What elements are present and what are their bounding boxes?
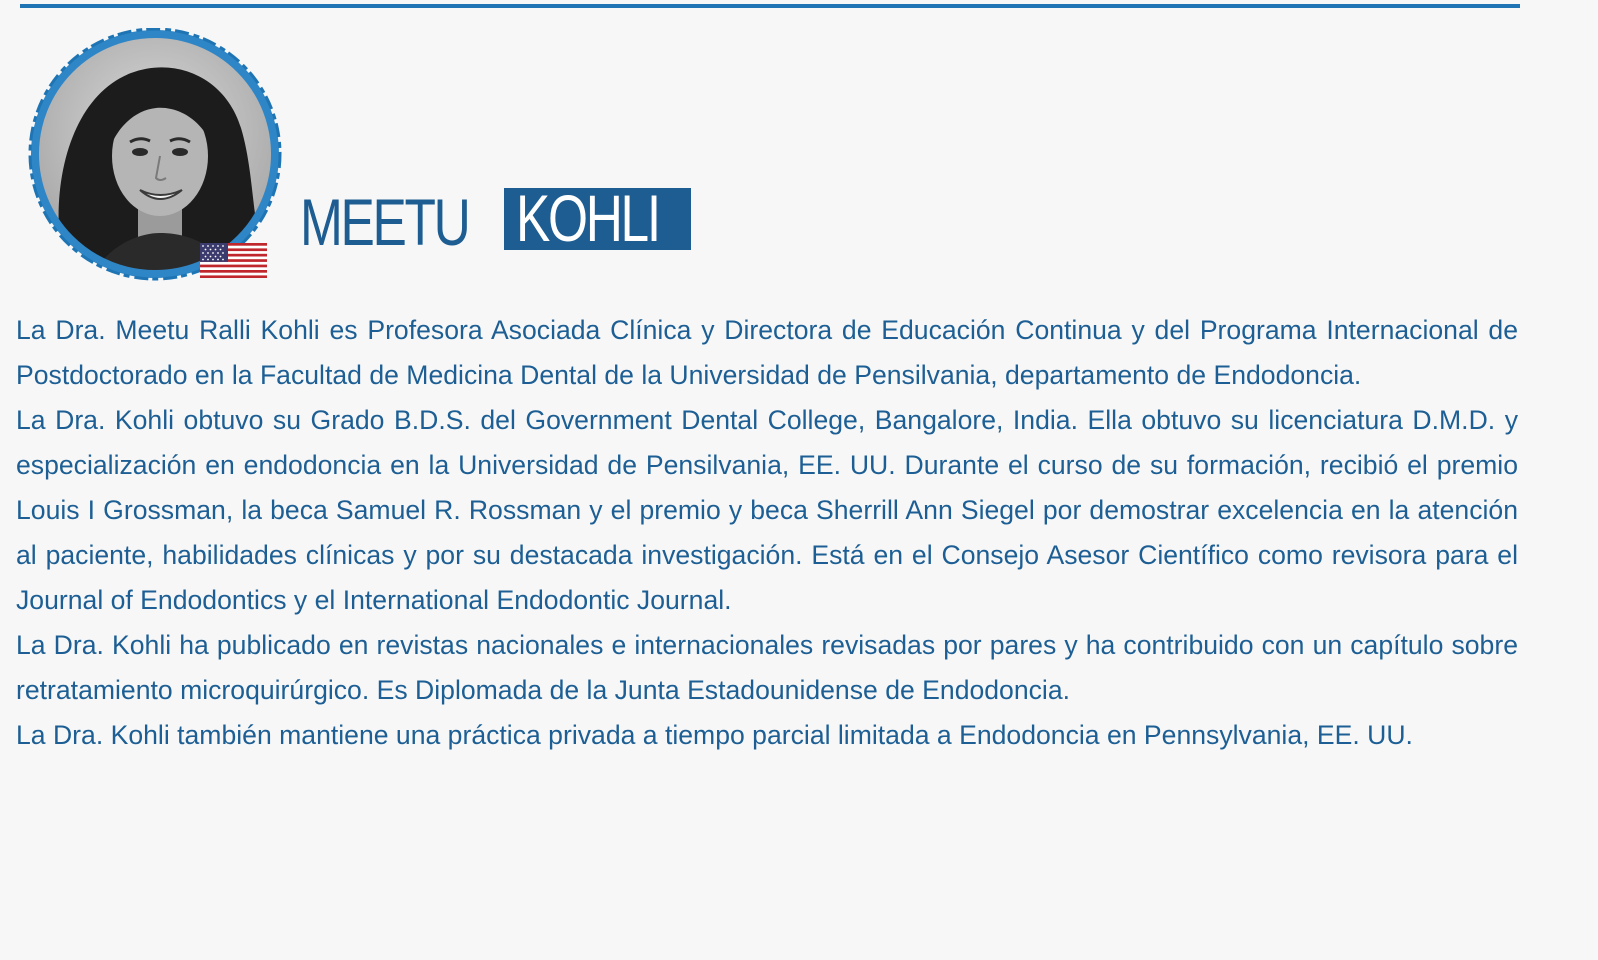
speaker-name — [300, 182, 659, 259]
bio-paragraph: La Dra. Meetu Ralli Kohli es Profesora Asociada Clínica y Directora de Educación Continua y del Programa Internacional de Postdoctorado en la Facultad de Medicina Dental de la Universidad de Pensilvania, departamento de Endodoncia. — [16, 315, 1518, 390]
top-divider — [20, 4, 1520, 8]
speaker-last-name: KOHLI — [516, 188, 659, 250]
speaker-first-name: MEETU — [300, 185, 469, 259]
bio-paragraph: La Dra. Kohli obtuvo su Grado B.D.S. del Government Dental College, Bangalore, India. Ella obtuvo su licenciatura D.M.D. y especialización en endodoncia en la Universidad de Pensilvania, EE. UU. Durante el curso de su formación, recibió el premio Louis I Grossman, la beca Samuel R. Rossman y el premio y beca Sherrill Ann Siegel por demostrar excelencia en la atención al paciente, habilidades clínicas y por su destacada investigación. Está en el Consejo Asesor Científico como revisora para el Journal of Endodontics y el International Endodontic Journal. — [16, 405, 1518, 615]
speaker-bio — [16, 308, 1518, 758]
us-flag-icon — [200, 243, 267, 278]
speaker-last-name-highlight — [504, 188, 691, 250]
bio-paragraph: La Dra. Kohli también mantiene una práctica privada a tiempo parcial limitada a Endodoncia en Pennsylvania, EE. UU. — [16, 720, 1413, 750]
bio-paragraph: La Dra. Kohli ha publicado en revistas nacionales e internacionales revisadas por pares y ha contribuido con un capítulo sobre retratamiento microquirúrgico. Es Diplomada de la Junta Estadounidense de Endodoncia. — [16, 630, 1518, 705]
